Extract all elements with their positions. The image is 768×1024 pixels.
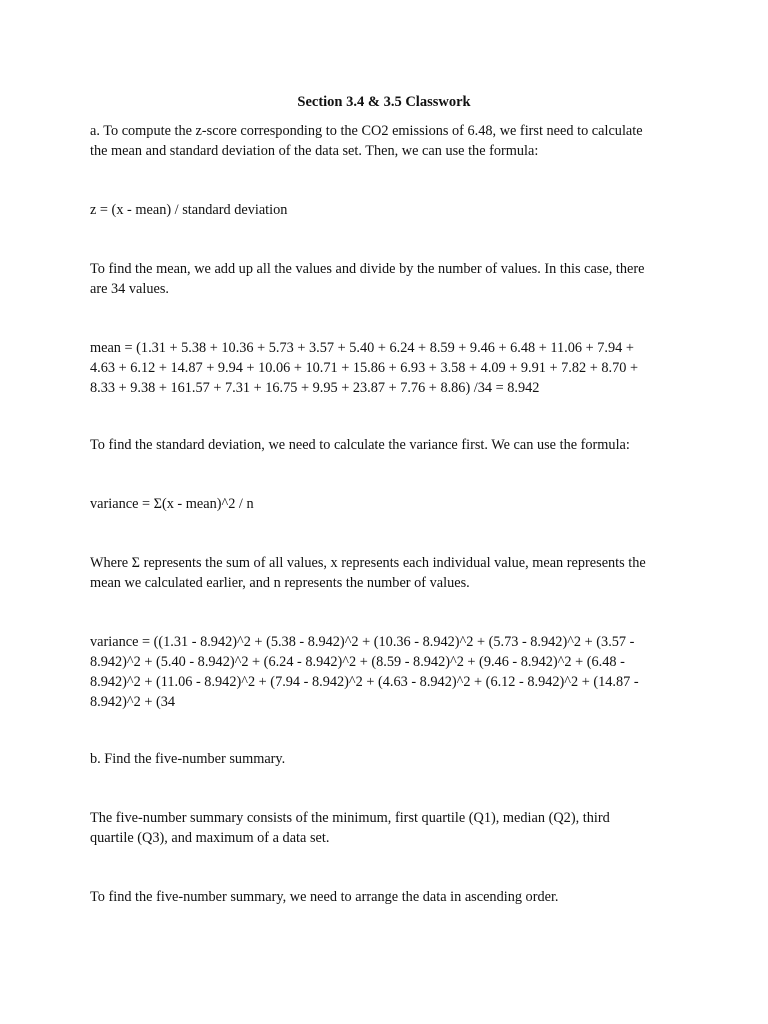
text-line: quartile (Q3), and maximum of a data set. (90, 830, 330, 846)
z-score-formula (90, 200, 686, 220)
text-line: To find the mean, we add up all the values and divide by the number of values. In this case, there (90, 261, 645, 277)
text-line: 8.942)^2 + (5.40 - 8.942)^2 + (6.24 - 8.942)^2 + (8.59 - 8.942)^2 + (9.46 - 8.942)^2 + (6.48 - (90, 654, 625, 670)
text-line: To find the five-number summary, we need to arrange the data in ascending order. (90, 889, 559, 905)
text-line: mean = (1.31 + 5.38 + 10.36 + 5.73 + 3.57 + 5.40 + 6.24 + 8.59 + 9.46 + 6.48 + 11.06 + 7.94 + (90, 340, 634, 356)
intro-paragraph (90, 121, 686, 161)
text-line: the mean and standard deviation of the data set. Then, we can use the formula: (90, 143, 539, 159)
mean-explanation-paragraph (90, 259, 686, 299)
text-line: variance = Σ(x - mean)^2 / n (90, 496, 254, 512)
text-line: Where Σ represents the sum of all values, x represents each individual value, mean represents the (90, 555, 646, 571)
text-line: 4.63 + 6.12 + 14.87 + 9.94 + 10.06 + 10.71 + 15.86 + 6.93 + 3.58 + 4.09 + 9.91 + 7.82 + 8.70 + (90, 360, 639, 376)
text-line: 8.942)^2 + (11.06 - 8.942)^2 + (7.94 - 8.942)^2 + (4.63 - 8.942)^2 + (6.12 - 8.942)^2 + (14.87 - (90, 674, 639, 690)
five-number-summary-instruction (90, 887, 686, 907)
five-number-summary-definition (90, 808, 686, 848)
text-line: are 34 values. (90, 281, 169, 297)
text-line: 8.942)^2 + (34 (90, 694, 176, 710)
text-line: To find the standard deviation, we need to calculate the variance first. We can use the formula: (90, 437, 630, 453)
text-line: b. Find the five-number summary. (90, 751, 286, 767)
variance-definition-paragraph (90, 553, 686, 593)
variance-calculation (90, 632, 686, 712)
text-line: z = (x - mean) / standard deviation (90, 202, 288, 218)
text-line: The five-number summary consists of the minimum, first quartile (Q1), median (Q2), third (90, 810, 610, 826)
page-title: Section 3.4 & 3.5 Classwork (297, 94, 471, 110)
text-line: 8.33 + 9.38 + 161.57 + 7.31 + 16.75 + 9.95 + 23.87 + 7.76 + 8.86) /34 = 8.942 (90, 380, 540, 396)
std-dev-explanation-paragraph (90, 435, 686, 455)
text-line: variance = ((1.31 - 8.942)^2 + (5.38 - 8.942)^2 + (10.36 - 8.942)^2 + (5.73 - 8.942)^2 + (3.57 - (90, 634, 635, 650)
variance-formula (90, 494, 686, 514)
part-b-question (90, 749, 686, 769)
text-line: a. To compute the z-score corresponding to the CO2 emissions of 6.48, we first need to calculate (90, 123, 643, 139)
text-line: mean we calculated earlier, and n represents the number of values. (90, 575, 470, 591)
mean-calculation (90, 338, 686, 398)
